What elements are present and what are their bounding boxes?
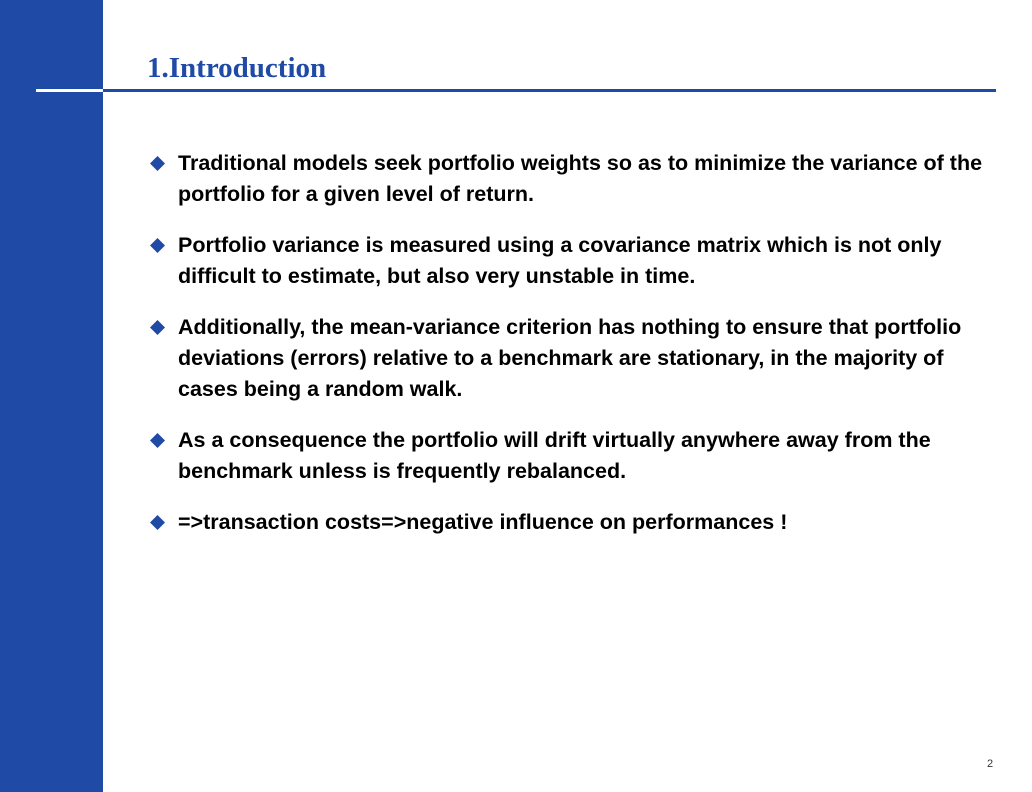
bullet-item-1 — [147, 148, 1007, 210]
diamond-icon — [150, 433, 165, 448]
bullet-item-2 — [147, 230, 1007, 292]
bullet-item-3 — [147, 312, 1007, 405]
title-divider-left — [36, 89, 103, 92]
bullet-text: As a consequence the portfolio will drift virtually anywhere away from the benchmark unless is frequently rebalanced. — [178, 428, 931, 483]
bullet-item-5 — [147, 507, 1007, 538]
slide-title: 1.Introduction — [147, 52, 327, 84]
bullet-list — [147, 148, 1007, 558]
diamond-icon — [150, 320, 165, 335]
sidebar-band — [0, 0, 103, 792]
bullet-item-4 — [147, 425, 1007, 487]
diamond-icon — [150, 156, 165, 171]
bullet-text: Traditional models seek portfolio weights so as to minimize the variance of the portfolio for a given level of return. — [178, 151, 983, 206]
page-number: 2 — [986, 758, 994, 770]
diamond-icon — [150, 515, 165, 530]
bullet-text: =>transaction costs=>negative influence on performances ! — [178, 510, 788, 534]
diamond-icon — [150, 238, 165, 253]
bullet-text: Portfolio variance is measured using a covariance matrix which is not only difficult to estimate, but also very unstable in time. — [178, 233, 942, 288]
title-divider — [103, 89, 996, 92]
bullet-text: Additionally, the mean-variance criterion has nothing to ensure that portfolio deviations (errors) relative to a benchmark are stationary, in the majority of cases being a random walk. — [178, 315, 962, 401]
